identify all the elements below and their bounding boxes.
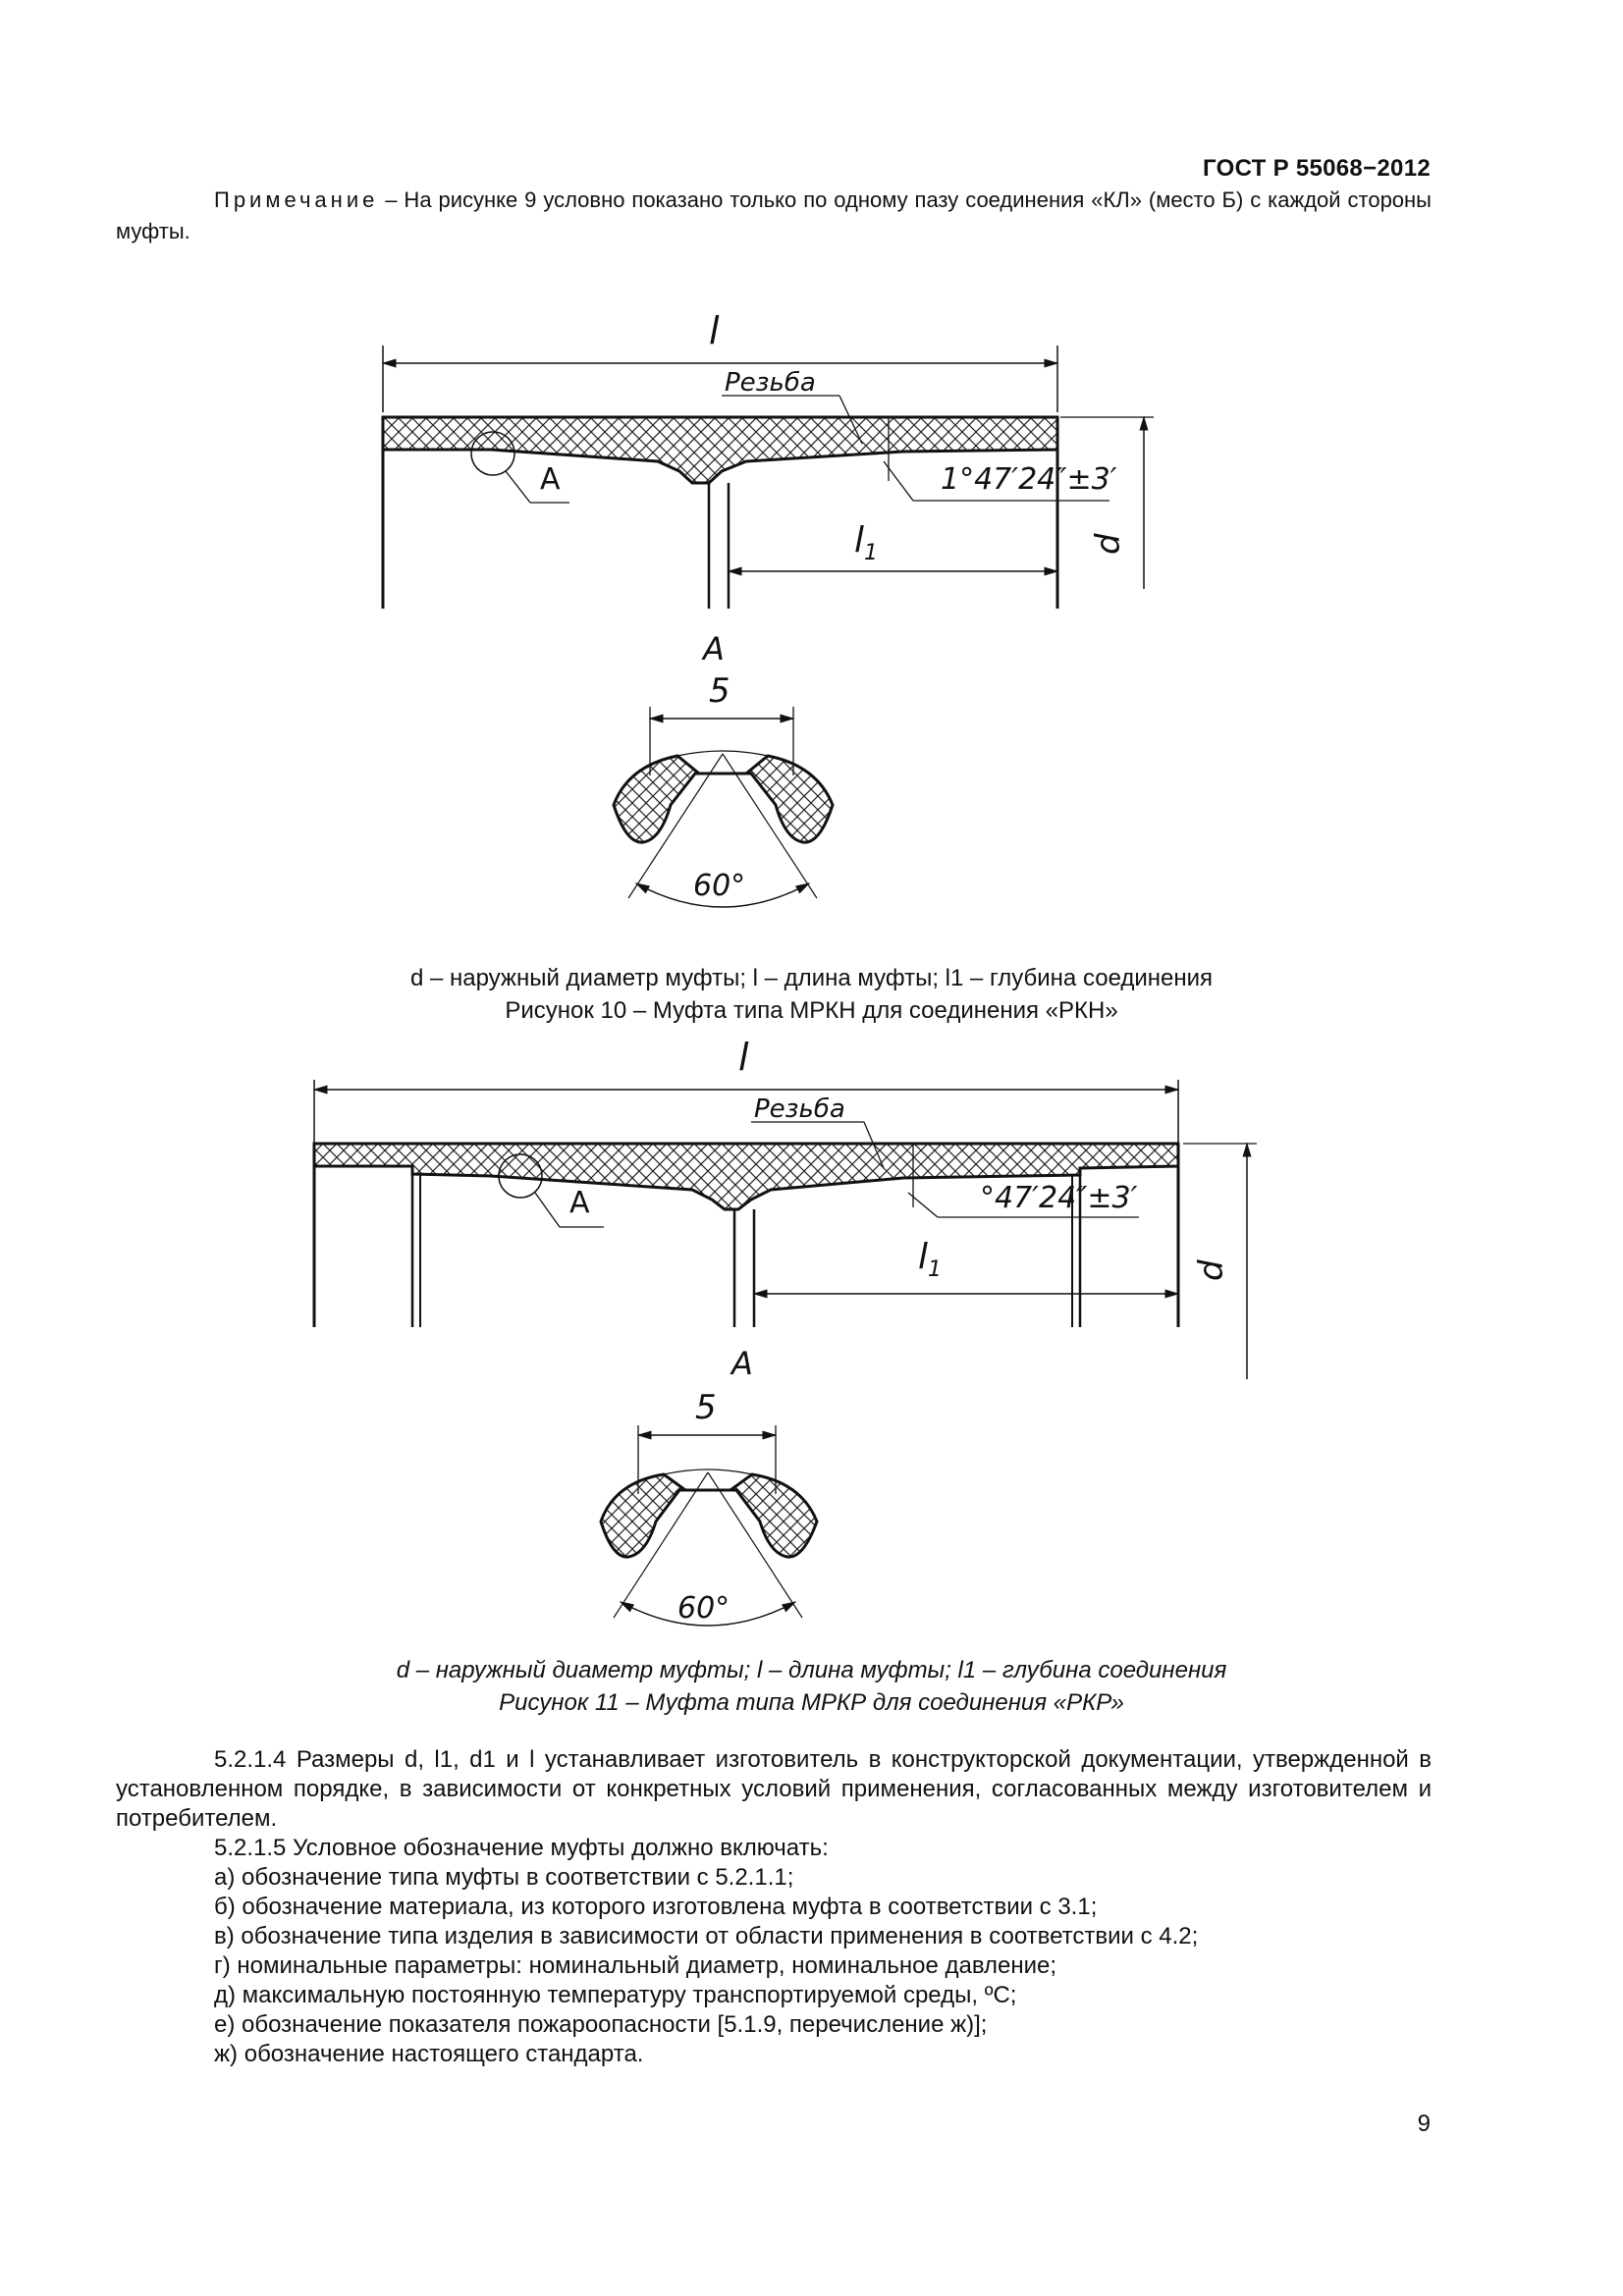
document-header: ГОСТ Р 55068−2012 [1203, 155, 1431, 182]
figure-11-legend: d – наружный диаметр муфты; l – длина муфты; l1 – глубина соединения [396, 1657, 1227, 1683]
fig11-profile-angle-label: 60° [677, 1591, 730, 1626]
fig10-thread-label: Резьба [725, 368, 816, 398]
figure-11-caption [0, 1654, 1623, 1719]
paragraph-5-2-1-4: 5.2.1.4 Размеры d, l1, d1 и l устанавливает изготовитель в конструкторской документации, утвержденной в установленном порядке, в зависимости от конкретных условий применения, согласованных между изготовителем и потребителем. [116, 1746, 1432, 1832]
section-text [116, 1745, 1432, 2069]
fig11-angle-label: °47′24″±3′ [980, 1181, 1138, 1215]
list-item: ж) обозначение настоящего стандарта. [214, 2041, 644, 2067]
figure-10-caption [0, 962, 1623, 1027]
list-item: д) максимальную постоянную температуру транспортируемой среды, ºС; [214, 1982, 1017, 2008]
fig10-detail-label: А [703, 630, 725, 667]
fig11-diameter-label: d [1192, 1259, 1231, 1281]
figure-11-title: Рисунок 11 – Муфта типа МРКР для соединения «РКР» [499, 1689, 1124, 1716]
fig10-pitch-label: 5 [709, 671, 730, 711]
figure-10-drawing [0, 294, 1623, 972]
list-item: г) номинальные параметры: номинальный диаметр, номинальное давление; [214, 1952, 1057, 1979]
page-number: 9 [1417, 2110, 1431, 2137]
fig11-view-label: А [569, 1186, 590, 1220]
fig11-depth-label: $l_1$ [918, 1237, 943, 1282]
fig11-length-label: l [738, 1041, 749, 1079]
paragraph-5-2-1-5: 5.2.1.5 Условное обозначение муфты должно включать: [214, 1835, 829, 1861]
figure-10-title: Рисунок 10 – Муфта типа МРКН для соединения «РКН» [505, 997, 1118, 1024]
note-prefix: Примечание [214, 187, 379, 212]
figure-10-legend: d – наружный диаметр муфты; l – длина муфты; l1 – глубина соединения [409, 965, 1214, 991]
list-item: в) обозначение типа изделия в зависимости от области применения в соответствии с 4.2; [214, 1923, 1199, 1949]
list-item: а) обозначение типа муфты в соответствии с 5.2.1.1; [214, 1864, 794, 1891]
fig11-detail-label: А [731, 1345, 753, 1382]
note-text: – На рисунке 9 условно показано только по одному пазу соединения «КЛ» (место Б) с каждой стороны муфты. [116, 187, 1432, 243]
fig11-thread-label: Резьба [754, 1095, 845, 1124]
list-item: е) обозначение показателя пожароопасности [5.1.9, перечисление ж)]; [214, 2011, 988, 2038]
fig10-length-label: l [709, 309, 720, 352]
fig10-diameter-label: d [1089, 533, 1128, 555]
fig10-view-label: А [540, 462, 561, 497]
figure-11-drawing [0, 1041, 1623, 1659]
fig10-angle-label: 1°47′24″±3′ [941, 462, 1117, 497]
fig10-profile-angle-label: 60° [693, 869, 746, 903]
list-item: б) обозначение материала, из которого изготовлена муфта в соответствии с 3.1; [214, 1894, 1098, 1920]
fig11-pitch-label: 5 [695, 1388, 717, 1427]
fig10-depth-label: $l_1$ [854, 520, 879, 565]
figure-note [116, 185, 1432, 247]
